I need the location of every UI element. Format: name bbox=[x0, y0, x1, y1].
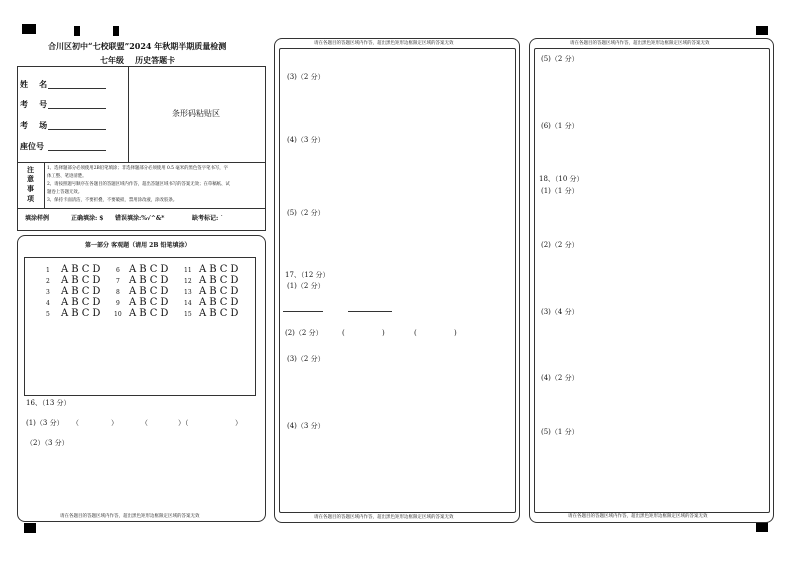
footer-note: 请在各题目的答题区域内作答，超出黑色矩形边框限定区域的答案无效 bbox=[314, 515, 454, 520]
exam-room-field[interactable] bbox=[48, 129, 106, 130]
q16-blank[interactable]: （ bbox=[72, 419, 79, 427]
question-number: 10 bbox=[114, 311, 122, 318]
q17-blank[interactable] bbox=[348, 311, 392, 312]
answer-item: (5)（2 分） bbox=[287, 209, 325, 217]
info-divider bbox=[17, 162, 266, 163]
answer-options[interactable]: ABCD bbox=[129, 297, 172, 308]
notes-label: 意 bbox=[27, 174, 34, 183]
answer-item: (3)（2 分） bbox=[287, 73, 325, 81]
q18-item: (4)（2 分） bbox=[541, 374, 579, 382]
question-number: 1 bbox=[46, 267, 50, 274]
question-number: 6 bbox=[116, 267, 120, 274]
q17-blank[interactable]: ( bbox=[342, 329, 345, 337]
question-number: 3 bbox=[46, 289, 50, 296]
question-number: 8 bbox=[116, 289, 120, 296]
q18-item: (3)（4 分） bbox=[541, 308, 579, 316]
answer-options[interactable]: ABCD bbox=[199, 264, 242, 275]
sheet-subtitle: 七年级 历史答题卡 bbox=[100, 55, 176, 65]
exam-no-field[interactable] bbox=[48, 108, 106, 109]
answer-options[interactable]: ABCD bbox=[61, 297, 104, 308]
q17-blank[interactable]: ) bbox=[454, 329, 457, 337]
mcq-title: 第一部分 客观题（请用 2B 铅笔填涂） bbox=[85, 242, 191, 249]
note-line: 3、保持卡面清洁，不要折叠，不要破损，禁用涂改液，涂改胶条。 bbox=[47, 198, 178, 203]
timing-mark bbox=[24, 523, 36, 533]
timing-mark bbox=[113, 26, 119, 36]
answer-area-2[interactable] bbox=[279, 48, 516, 513]
exam-no-label: 考 号 bbox=[20, 99, 48, 109]
answer-item: (6)（1 分） bbox=[541, 122, 579, 130]
answer-options[interactable]: ABCD bbox=[129, 308, 172, 319]
footer-note: 请在各题目的答题区域内作答，超出黑色矩形边框限定区域的答案无效 bbox=[568, 514, 708, 519]
timing-mark bbox=[756, 26, 768, 35]
question-number: 11 bbox=[184, 267, 192, 274]
question-number: 14 bbox=[184, 300, 192, 307]
q17-blank[interactable]: ( bbox=[414, 329, 417, 337]
fill-correct: 正确填涂: $ bbox=[71, 215, 104, 222]
question-number: 4 bbox=[46, 300, 50, 307]
timing-mark bbox=[74, 26, 80, 36]
q18-item: (1)（1 分） bbox=[541, 187, 579, 195]
answer-options[interactable]: ABCD bbox=[129, 286, 172, 297]
name-label: 姓 名 bbox=[20, 79, 48, 89]
q18-title: 18、（10 分） bbox=[539, 175, 584, 183]
name-field[interactable] bbox=[48, 88, 106, 89]
answer-area-3[interactable] bbox=[534, 48, 770, 513]
footer-note: 请在各题目的答题区域内作答，超出黑色矩形边框限定区域的答案无效 bbox=[570, 41, 710, 46]
question-number: 7 bbox=[116, 278, 120, 285]
q17-title: 17、（12 分） bbox=[285, 271, 330, 279]
q16-title: 16、（13 分） bbox=[26, 399, 71, 407]
note-line: 2、请按照题号顺序在各题目的答题区域内作答，超出答题区域书写的答案无效；在草稿纸、试 bbox=[47, 182, 230, 187]
answer-options[interactable]: ABCD bbox=[199, 286, 242, 297]
q18-item: (2)（2 分） bbox=[541, 241, 579, 249]
sheet-title: 合川区初中“七校联盟”2024 年秋期半期质量检测 bbox=[48, 41, 227, 51]
answer-options[interactable]: ABCD bbox=[129, 264, 172, 275]
answer-options[interactable]: ABCD bbox=[61, 275, 104, 286]
answer-item: (4)（3 分） bbox=[287, 136, 325, 144]
answer-item: (5)（2 分） bbox=[541, 55, 579, 63]
notes-label: 事 bbox=[27, 184, 34, 193]
question-number: 5 bbox=[46, 311, 50, 318]
timing-mark bbox=[22, 24, 36, 34]
timing-mark bbox=[756, 522, 768, 532]
q16-blank[interactable]: ）（ bbox=[178, 419, 189, 427]
note-line: 1、选择题部分必须使用2B铅笔填涂；非选择题部分必须使用 0.5 毫米的黑色签字笔书写，字 bbox=[47, 166, 229, 171]
notes-label: 注 bbox=[27, 165, 34, 174]
answer-options[interactable]: ABCD bbox=[129, 275, 172, 286]
fill-wrong: 错误填涂:%√^&* bbox=[115, 215, 165, 222]
info-divider bbox=[128, 66, 129, 162]
question-number: 15 bbox=[184, 311, 192, 318]
q16-blank[interactable]: （ bbox=[141, 419, 148, 427]
note-line: 题卷上答题无效。 bbox=[47, 190, 83, 195]
seat-label: 座位号 bbox=[20, 141, 44, 151]
info-divider bbox=[17, 208, 266, 209]
notes-label: 项 bbox=[27, 194, 34, 203]
question-number: 13 bbox=[184, 289, 192, 296]
q17-part1: (1)（2 分） bbox=[287, 282, 325, 290]
answer-options[interactable]: ABCD bbox=[199, 297, 242, 308]
question-number: 12 bbox=[184, 278, 192, 285]
q16-blank[interactable]: ） bbox=[111, 419, 118, 427]
q16-blank[interactable]: ） bbox=[235, 419, 242, 427]
exam-room-label: 考 场 bbox=[20, 120, 48, 130]
q16-part1: (1)（3 分） bbox=[26, 419, 64, 427]
footer-note: 请在各题目的答题区域内作答，超出黑色矩形边框限定区域的答案无效 bbox=[60, 514, 200, 519]
answer-options[interactable]: ABCD bbox=[61, 308, 104, 319]
seat-field[interactable] bbox=[48, 150, 106, 151]
q16-part2: （2）（3 分） bbox=[26, 439, 69, 447]
question-number: 2 bbox=[46, 278, 50, 285]
question-number: 9 bbox=[116, 300, 120, 307]
answer-options[interactable]: ABCD bbox=[199, 275, 242, 286]
q17-part3: (3)（2 分） bbox=[287, 355, 325, 363]
note-line: 体工整、笔迹清楚。 bbox=[47, 174, 87, 179]
answer-options[interactable]: ABCD bbox=[199, 308, 242, 319]
student-info-box bbox=[17, 66, 266, 231]
q17-blank[interactable] bbox=[283, 311, 323, 312]
answer-options[interactable]: ABCD bbox=[61, 286, 104, 297]
q17-blank[interactable]: ) bbox=[382, 329, 385, 337]
footer-note: 请在各题目的答题区域内作答，超出黑色矩形边框限定区域的答案无效 bbox=[314, 41, 454, 46]
info-divider bbox=[44, 162, 45, 208]
q17-part4: (4)（3 分） bbox=[287, 422, 325, 430]
q18-item: (5)（1 分） bbox=[541, 428, 579, 436]
answer-options[interactable]: ABCD bbox=[61, 264, 104, 275]
barcode-area-label: 条形码粘贴区 bbox=[172, 109, 220, 118]
absent-mark: 缺考标记: ˙ bbox=[192, 215, 224, 222]
q17-part2: (2)（2 分） bbox=[285, 329, 323, 337]
fill-example-label: 填涂样例 bbox=[25, 215, 50, 222]
